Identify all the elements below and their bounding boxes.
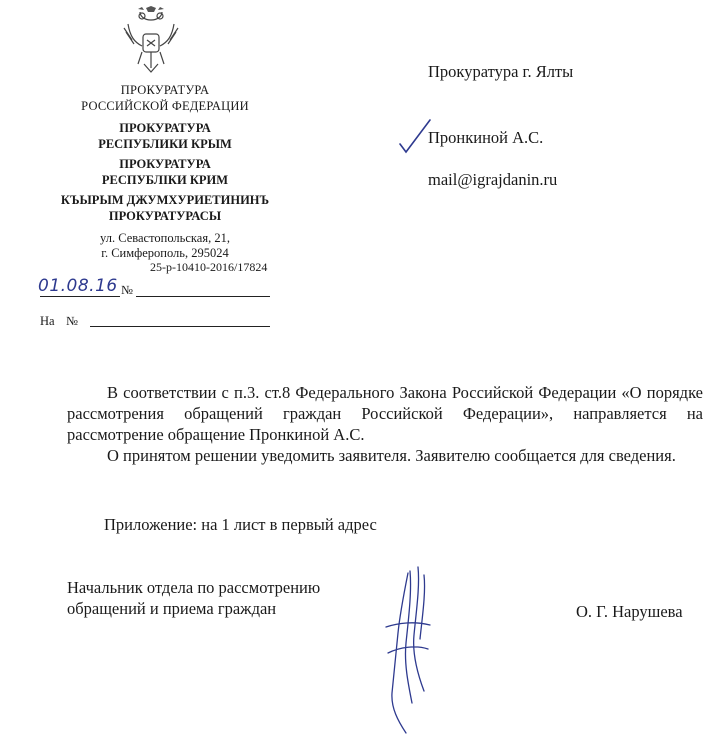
attachment-line: Приложение: на 1 лист в первый адрес: [104, 515, 377, 534]
handwritten-signature: [378, 563, 438, 738]
address-line: г. Симферополь, 295024: [101, 246, 229, 260]
org-line: ПРОКУРАТУРА: [119, 121, 211, 135]
org-line: ПРОКУРАТУРА: [120, 83, 210, 97]
signatory-name: О. Г. Нарушева: [576, 602, 683, 621]
signatory-role: [67, 577, 320, 619]
body-paragraph: В соответствии с п.3. ст.8 Федерального Закона Российской Федерации «О порядке рассмотрения обращений граждан Российской Федерации», направляется на рассмотрение обращение Пронкиной А.С.: [67, 383, 703, 444]
number-label: №: [121, 283, 133, 297]
org-line: РЕСПУБЛИКИ КРЫМ: [98, 137, 232, 151]
crimea-ru-block: [40, 120, 290, 152]
number-underline: [136, 296, 270, 297]
coat-of-arms-icon: [120, 6, 182, 74]
address-block: [40, 231, 290, 261]
role-line: Начальник отдела по рассмотрению: [67, 578, 321, 597]
registration-number: 25-р-10410-2016/17824: [150, 260, 268, 274]
checkmark-icon: [398, 118, 432, 154]
date-underline: [40, 296, 120, 297]
recipient-name: Пронкиной А.С.: [428, 128, 544, 147]
reply-number-label: №: [66, 314, 78, 328]
org-line: ПРОКУРАТУРА: [119, 157, 211, 171]
org-line: РОССИЙСКОЙ ФЕДЕРАЦИИ: [81, 99, 249, 113]
crimea-tt-block: [40, 192, 290, 224]
recipient-line: Прокуратура г. Ялты: [428, 62, 574, 81]
org-header: [40, 82, 290, 114]
reply-number-underline: [90, 326, 270, 327]
body-paragraph: О принятом решении уведомить заявителя. Заявителю сообщается для сведения.: [107, 446, 676, 465]
role-line: обращений и приема граждан: [67, 599, 277, 618]
org-line: РЕСПУБЛІКИ КРИМ: [101, 173, 229, 187]
org-line: КЪЫРЫМ ДЖУМХУРИЕТИНИНЪ: [60, 193, 270, 207]
recipient-email: mail@igrajdanin.ru: [428, 170, 558, 189]
handwritten-date: 01.08.16: [38, 276, 118, 296]
org-line: ПРОКУРАТУРАСЫ: [108, 209, 222, 223]
crimea-ua-block: [40, 156, 290, 188]
reply-to-label: На: [40, 314, 55, 328]
address-line: ул. Севастопольская, 21,: [100, 231, 230, 245]
body-text: [67, 382, 703, 466]
